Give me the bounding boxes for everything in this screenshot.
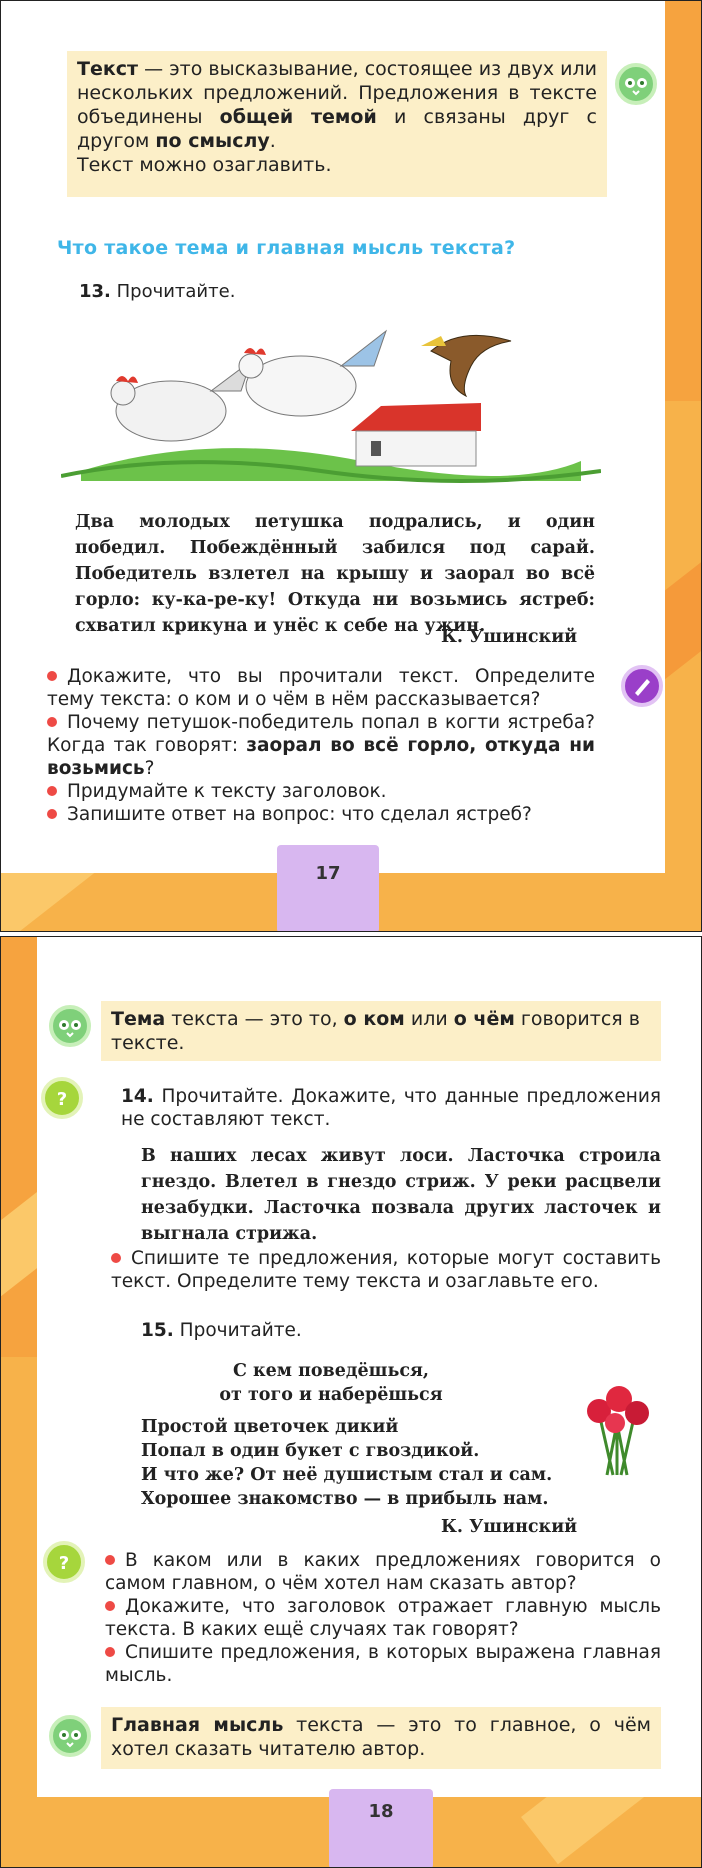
rule-emphasis: о чём bbox=[453, 1008, 515, 1030]
owl-icon bbox=[49, 1715, 91, 1757]
task-text: Почему петушок-победитель попал в когти ястреба? Когда так говорят: bbox=[47, 712, 595, 756]
task-text: Докажите, что заголовок отражает главную мысль текста. В каких ещё случаях так говорят? bbox=[105, 1596, 661, 1640]
rule-theme bbox=[101, 1001, 661, 1061]
exercise-15-tasks bbox=[105, 1549, 661, 1687]
task-item bbox=[105, 1549, 661, 1595]
task-text: Запишите ответ на вопрос: что сделал ястреб? bbox=[67, 804, 532, 825]
bullet-icon bbox=[47, 809, 57, 819]
rule-text: . bbox=[269, 130, 276, 152]
task-emphasis: заорал во всё горло, откуда ни возьмись bbox=[47, 735, 596, 779]
rule-text: и связаны друг с другом bbox=[77, 106, 598, 152]
rule-emphasis: общей темой bbox=[219, 106, 377, 128]
svg-text:?: ? bbox=[56, 1089, 68, 1110]
poem-title bbox=[201, 1359, 461, 1407]
rule-emphasis: о ком bbox=[343, 1008, 405, 1030]
rule-text-definition bbox=[67, 51, 607, 197]
rule-text: говорится в тексте. bbox=[111, 1008, 640, 1054]
rule-term: Текст bbox=[77, 58, 139, 80]
exercise-14-header bbox=[121, 1085, 661, 1131]
exercise-number: 13. bbox=[79, 281, 111, 302]
task-list bbox=[47, 665, 595, 826]
task-text: Докажите, что вы прочитали текст. Определите тему текста: о ком и о чём в нём рассказывается? bbox=[47, 666, 595, 710]
exercise-15-header bbox=[141, 1319, 302, 1342]
bullet-icon bbox=[105, 1601, 115, 1611]
poem-line: Попал в один букет с гвоздикой. bbox=[141, 1441, 480, 1461]
rule-text-title: Текст можно озаглавить. bbox=[77, 154, 332, 176]
story-author: К. Ушинский bbox=[441, 627, 578, 647]
bullet-icon bbox=[105, 1555, 115, 1565]
exercise-instruction: Прочитайте. Докажите, что данные предложения не составляют текст. bbox=[121, 1086, 661, 1130]
rule-text: — это высказывание, состоящее из двух или нескольких предложений. Предложения в тексте объединены bbox=[77, 58, 597, 128]
poem-line: Хорошее знакомство — в прибыль нам. bbox=[141, 1489, 549, 1509]
task-item bbox=[47, 803, 595, 826]
exercise-instruction: Прочитайте. bbox=[110, 281, 236, 302]
rule-text: текста — это то, bbox=[165, 1008, 344, 1030]
page-number-tab bbox=[277, 845, 379, 932]
poem-title-line: от того и наберёшься bbox=[219, 1385, 443, 1405]
poem-line: И что же? От неё душистым стал и сам. bbox=[141, 1465, 553, 1485]
question-icon bbox=[43, 1541, 85, 1583]
poem-line: Простой цветочек дикий bbox=[141, 1417, 399, 1437]
task-item bbox=[105, 1595, 661, 1641]
rule-main-idea bbox=[101, 1707, 661, 1769]
task-text: В каком или в каких предложениях говорится о самом главном, о чём хотел нам сказать автор? bbox=[105, 1550, 661, 1594]
task-text: Придумайте к тексту заголовок. bbox=[67, 781, 387, 802]
owl-icon bbox=[615, 63, 657, 105]
page-18 bbox=[0, 936, 702, 1868]
task-item bbox=[47, 665, 595, 711]
rule-emphasis: по смыслу bbox=[155, 130, 270, 152]
owl-icon bbox=[49, 1005, 91, 1047]
question-icon bbox=[41, 1077, 83, 1119]
task-text: Спишите предложения, в которых выражена главная мысль. bbox=[105, 1642, 661, 1686]
exercise-14-task bbox=[111, 1247, 661, 1293]
page-number: 18 bbox=[368, 1801, 394, 1822]
rule-text: или bbox=[404, 1008, 454, 1030]
page-number: 17 bbox=[315, 863, 341, 884]
exercise-number: 15. bbox=[141, 1320, 174, 1341]
carnation-bouquet-illustration bbox=[577, 1383, 657, 1479]
section-heading: Что такое тема и главная мысль текста? bbox=[57, 237, 516, 259]
exercise-number: 14. bbox=[121, 1086, 154, 1107]
poem-text bbox=[141, 1415, 552, 1511]
exercise-14-text: В наших лесах живут лоси. Ласточка строила гнездо. Влетел в гнездо стриж. У реки расцвели незабудки. Ласточка позвала других ласточек и выгнала стрижа. bbox=[141, 1146, 661, 1244]
exercise-instruction: Прочитайте. bbox=[173, 1320, 302, 1341]
bullet-icon bbox=[47, 671, 57, 681]
task-item bbox=[105, 1641, 661, 1687]
story-text: Два молодых петушка подрались, и один победил. Побеждённый забился под сарай. Победитель взлетел на крышу и заорал во всё горло: ку-ка-ре-ку! Откуда ни возьмись ястреб: схватил крикуна и унёс к себе на ужин. bbox=[75, 512, 595, 636]
task-text: ? bbox=[144, 758, 155, 779]
rule-term: Тема bbox=[111, 1008, 166, 1030]
svg-text:?: ? bbox=[58, 1553, 70, 1574]
bullet-icon bbox=[105, 1647, 115, 1657]
bullet-icon bbox=[47, 786, 57, 796]
roosters-hawk-illustration bbox=[61, 311, 601, 491]
bullet-icon bbox=[111, 1253, 121, 1263]
rule-term: Главная мысль bbox=[111, 1714, 284, 1736]
bullet-icon bbox=[47, 717, 57, 727]
poem-author: К. Ушинский bbox=[441, 1517, 578, 1537]
exercise-13-header bbox=[79, 281, 235, 302]
task-item bbox=[47, 780, 595, 803]
task-item bbox=[47, 711, 595, 780]
task-text: Спишите те предложения, которые могут составить текст. Определите тему текста и озаглавьте его. bbox=[111, 1248, 661, 1292]
rule-text: текста — это то главное, о чём хотел сказать читателю автор. bbox=[111, 1714, 651, 1760]
poem-title-line: С кем поведёшься, bbox=[232, 1361, 430, 1381]
pen-icon bbox=[621, 665, 663, 707]
page-17 bbox=[0, 0, 702, 932]
